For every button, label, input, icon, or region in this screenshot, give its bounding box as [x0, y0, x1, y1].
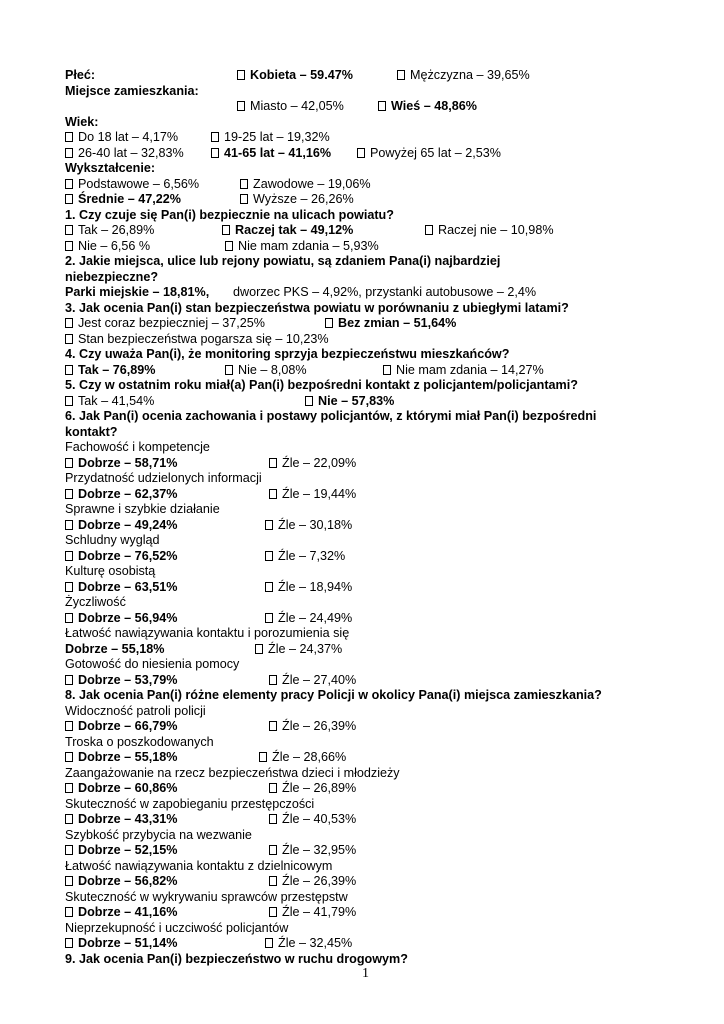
option-label: Źle – 32,45% [278, 936, 353, 950]
option-label: Łatwość nawiązywania kontaktu i porozumienia się [65, 626, 350, 640]
checkbox-icon [211, 148, 219, 158]
option-label: Zaangażowanie na rzecz bezpieczeństwa dzieci i młodzieży [65, 765, 400, 780]
answer-option [383, 363, 544, 379]
text-line [65, 378, 665, 394]
checkbox-icon [269, 876, 277, 886]
option-label: Źle – 40,53% [282, 812, 357, 826]
option-label: 19-25 lat – 19,32% [224, 130, 330, 144]
text-line [65, 828, 665, 844]
text-line [65, 316, 665, 332]
checkbox-icon [65, 675, 73, 685]
text-segment [65, 301, 569, 317]
text-line [65, 533, 665, 549]
answer-option [269, 905, 356, 921]
text-line [65, 161, 665, 177]
option-label: Skuteczność w wykrywaniu sprawców przestępstw [65, 889, 348, 904]
option-label: Dobrze – 43,31% [78, 812, 178, 826]
option-label: Średnie – 47,22% [78, 192, 181, 206]
option-label: Miejsce zamieszkania: [65, 83, 199, 98]
answer-option [305, 394, 394, 410]
option-label: Dobrze – 60,86% [78, 781, 178, 795]
checkbox-icon [269, 783, 277, 793]
text-segment [65, 704, 206, 720]
answer-option [65, 239, 150, 255]
checkbox-icon [65, 907, 73, 917]
checkbox-icon [65, 876, 73, 886]
checkbox-icon [383, 365, 391, 375]
checkbox-icon [65, 458, 73, 468]
text-segment [65, 161, 155, 177]
answer-option [255, 642, 342, 658]
checkbox-icon [378, 101, 386, 111]
checkbox-icon [240, 194, 248, 204]
option-label: Fachowość i kompetencje [65, 440, 210, 454]
option-label: Tak – 76,89% [78, 362, 156, 377]
text-segment [65, 471, 262, 487]
option-label: 8. Jak ocenia Pan(i) różne elementy pracy Policji w okolicy Pana(i) miejsca zamieszkania? [65, 688, 602, 702]
checkbox-icon [265, 582, 273, 592]
text-segment [65, 564, 155, 580]
checkbox-icon [65, 132, 73, 142]
text-line [65, 68, 665, 84]
checkbox-icon [65, 814, 73, 824]
option-label: 6. Jak Pan(i) ocenia zachowania i postawy policjantów, z którymi miał Pan(i) bezpośredni [65, 409, 597, 423]
checkbox-icon [265, 520, 273, 530]
text-line [65, 471, 665, 487]
option-label: Dobrze – 52,15% [78, 843, 178, 857]
answer-option [65, 394, 154, 410]
answer-option [211, 146, 331, 162]
option-label: Skuteczność w zapobieganiu przestępczości [65, 796, 315, 811]
answer-option [225, 239, 379, 255]
option-label: 3. Jak ocenia Pan(i) stan bezpieczeństwa powiatu w porównaniu z ubiegłymi latami? [65, 300, 569, 315]
option-label: kontakt? [65, 424, 118, 439]
option-label: Źle – 30,18% [278, 517, 353, 532]
text-line [65, 347, 665, 363]
checkbox-icon [269, 907, 277, 917]
answer-option [265, 580, 352, 596]
text-line [65, 673, 665, 689]
text-segment [65, 626, 349, 642]
checkbox-icon [305, 396, 313, 406]
checkbox-icon [225, 365, 233, 375]
answer-option [65, 363, 155, 379]
option-label: Nie mam zdania – 14,27% [396, 362, 544, 377]
checkbox-icon [65, 225, 73, 235]
answer-option [397, 68, 530, 84]
option-label: Płeć: [65, 68, 96, 82]
checkbox-icon [259, 752, 267, 762]
answer-option [357, 146, 501, 162]
checkbox-icon [265, 613, 273, 623]
option-label: Podstawowe – 6,56% [78, 176, 200, 191]
option-label: Dobrze – 51,14% [78, 936, 178, 950]
checkbox-icon [265, 938, 273, 948]
answer-option [265, 549, 345, 565]
option-label: Źle – 24,49% [278, 610, 353, 625]
text-line [65, 270, 665, 286]
answer-option [65, 177, 199, 193]
option-label: Powyżej 65 lat – 2,53% [370, 145, 501, 160]
text-segment [65, 425, 117, 441]
text-line [65, 595, 665, 611]
option-label: Nie mam zdania – 5,93% [238, 238, 379, 253]
checkbox-icon [65, 520, 73, 530]
checkbox-icon [65, 334, 73, 344]
text-line [65, 518, 665, 534]
text-line [65, 719, 665, 735]
answer-option [211, 130, 330, 146]
text-segment [65, 254, 500, 270]
text-line [65, 456, 665, 472]
document-page [65, 68, 665, 967]
option-label: Nieprzekupność i uczciwość policjantów [65, 920, 289, 935]
option-label: Dobrze – 56,94% [78, 610, 178, 625]
text-segment [65, 347, 509, 363]
option-label: 9. Jak ocenia Pan(i) bezpieczeństwo w ruchu drogowym? [65, 951, 408, 966]
option-label: Źle – 19,44% [282, 486, 357, 501]
checkbox-icon [65, 752, 73, 762]
answer-option [325, 316, 456, 332]
checkbox-icon [425, 225, 433, 235]
text-line [65, 409, 665, 425]
checkbox-icon [65, 365, 73, 375]
text-segment [65, 208, 394, 224]
answer-option [269, 487, 356, 503]
text-segment [65, 688, 602, 704]
option-label: Bez zmian – 51,64% [338, 316, 457, 330]
checkbox-icon [397, 70, 405, 80]
checkbox-icon [237, 101, 245, 111]
answer-option [65, 781, 177, 797]
answer-option [222, 223, 353, 239]
option-label: Dobrze – 53,79% [78, 672, 178, 687]
text-segment [65, 657, 239, 673]
checkbox-icon [211, 132, 219, 142]
text-segment [65, 533, 160, 549]
option-label: Gotowość do niesienia pomocy [65, 657, 240, 671]
option-label: Zawodowe – 19,06% [253, 176, 371, 191]
option-label: Źle – 41,79% [282, 905, 357, 919]
text-line [65, 285, 665, 301]
text-line [65, 812, 665, 828]
option-label: Dobrze – 62,37% [78, 486, 178, 501]
checkbox-icon [65, 938, 73, 948]
text-segment [65, 68, 95, 84]
option-label: Dobrze – 55,18% [65, 641, 165, 656]
option-label: Tak – 41,54% [78, 393, 155, 408]
answer-option [65, 130, 178, 146]
option-label: Dobrze – 49,24% [78, 517, 178, 532]
answer-option [65, 936, 177, 952]
checkbox-icon [269, 489, 277, 499]
checkbox-icon [65, 845, 73, 855]
text-line [65, 905, 665, 921]
text-line [65, 766, 665, 782]
option-label: Dobrze – 56,82% [78, 874, 178, 888]
text-line [65, 425, 665, 441]
option-label: Źle – 27,40% [282, 672, 357, 687]
checkbox-icon [65, 551, 73, 561]
answer-option [265, 936, 352, 952]
text-line [65, 239, 665, 255]
text-segment [65, 797, 314, 813]
checkbox-icon [65, 318, 73, 328]
answer-option [65, 580, 177, 596]
option-label: Źle – 28,66% [272, 750, 347, 764]
option-label: 4. Czy uważa Pan(i), że monitoring sprzyja bezpieczeństwu mieszkańców? [65, 347, 510, 361]
option-label: Źle – 26,39% [282, 874, 357, 888]
option-label: Źle – 26,39% [282, 719, 357, 733]
answer-option [65, 750, 177, 766]
option-label: Nie – 8,08% [238, 362, 307, 377]
checkbox-icon [269, 845, 277, 855]
option-label: 41-65 lat – 41,16% [224, 145, 332, 160]
checkbox-icon [65, 396, 73, 406]
checkbox-icon [265, 551, 273, 561]
option-label: Dobrze – 76,52% [78, 548, 178, 563]
option-label: Raczej tak – 49,12% [235, 223, 354, 237]
option-label: 26-40 lat – 32,83% [78, 145, 184, 160]
answer-option [225, 363, 307, 379]
answer-option [65, 316, 265, 332]
option-label: Nie – 57,83% [318, 393, 395, 408]
checkbox-icon [65, 148, 73, 158]
text-line [65, 564, 665, 580]
checkbox-icon [65, 613, 73, 623]
answer-option [259, 750, 346, 766]
option-label: niebezpieczne? [65, 269, 159, 284]
option-label: Tak – 26,89% [78, 223, 155, 237]
text-line [65, 890, 665, 906]
text-segment [65, 859, 332, 875]
text-line [65, 626, 665, 642]
answer-option [65, 905, 177, 921]
option-label: Kulturę osobistą [65, 564, 156, 578]
option-label: Dobrze – 66,79% [78, 719, 178, 733]
answer-option [237, 68, 353, 84]
answer-option [65, 549, 177, 565]
checkbox-icon [65, 721, 73, 731]
option-label: Wiek: [65, 114, 99, 129]
text-line [65, 843, 665, 859]
text-line [65, 115, 665, 131]
option-label: Jest coraz bezpieczniej – 37,25% [78, 316, 265, 330]
answer-option [65, 192, 181, 208]
text-line [65, 301, 665, 317]
text-line [65, 688, 665, 704]
answer-option [65, 223, 154, 239]
checkbox-icon [237, 70, 245, 80]
checkbox-icon [269, 721, 277, 731]
checkbox-icon [225, 241, 233, 251]
text-line [65, 394, 665, 410]
answer-option [65, 611, 177, 627]
option-label: Do 18 lat – 4,17% [78, 130, 179, 144]
answer-option [265, 611, 352, 627]
text-line [65, 549, 665, 565]
text-line [65, 84, 665, 100]
option-label: Łatwość nawiązywania kontaktu z dzielnicowym [65, 858, 333, 873]
text-segment [65, 642, 164, 658]
option-label: Źle – 22,09% [282, 455, 357, 470]
text-line [65, 192, 665, 208]
text-line [65, 363, 665, 379]
option-label: Źle – 18,94% [278, 579, 353, 594]
checkbox-icon [357, 148, 365, 158]
answer-option [65, 874, 177, 890]
text-line [65, 146, 665, 162]
text-segment [65, 595, 126, 611]
option-label: Widoczność patroli policji [65, 703, 206, 718]
answer-option [269, 812, 356, 828]
answer-option [65, 673, 177, 689]
text-line [65, 611, 665, 627]
answer-option [425, 223, 554, 239]
page-number: 1 [362, 966, 369, 981]
checkbox-icon [65, 194, 73, 204]
text-line [65, 735, 665, 751]
answer-option [65, 812, 177, 828]
option-label: Źle – 32,95% [282, 843, 357, 857]
option-label: Schludny wygląd [65, 533, 160, 547]
text-segment [65, 828, 252, 844]
text-segment [65, 84, 199, 100]
option-label: dworzec PKS – 4,92%, przystanki autobusowe – 2,4% [233, 285, 537, 299]
text-line [65, 208, 665, 224]
option-label: Życzliwość [65, 595, 126, 609]
checkbox-icon [65, 783, 73, 793]
answer-option [237, 99, 344, 115]
option-label: Źle – 24,37% [268, 641, 343, 656]
text-line [65, 750, 665, 766]
answer-option [269, 874, 356, 890]
option-label: Miasto – 42,05% [250, 99, 344, 113]
answer-option [65, 518, 177, 534]
option-label: Szybkość przybycia na wezwanie [65, 827, 252, 842]
checkbox-icon [269, 675, 277, 685]
option-label: 5. Czy w ostatnim roku miał(a) Pan(i) bezpośredni kontakt z policjantem/policjantami? [65, 378, 578, 392]
text-line [65, 859, 665, 875]
checkbox-icon [65, 179, 73, 189]
text-line [65, 642, 665, 658]
checkbox-icon [255, 644, 263, 654]
option-label: Źle – 26,89% [282, 781, 357, 795]
option-label: 1. Czy czuje się Pan(i) bezpiecznie na ulicach powiatu? [65, 207, 394, 222]
text-segment [65, 270, 158, 286]
text-segment [65, 378, 578, 394]
checkbox-icon [222, 225, 230, 235]
option-label: Źle – 7,32% [278, 548, 346, 563]
option-label: Dobrze – 55,18% [78, 750, 178, 764]
text-line [65, 332, 665, 348]
answer-option [65, 332, 329, 348]
text-segment [65, 115, 98, 131]
option-label: Dobrze – 63,51% [78, 579, 178, 594]
text-line [65, 223, 665, 239]
text-line [65, 177, 665, 193]
checkbox-icon [65, 582, 73, 592]
text-segment [65, 766, 400, 782]
option-label: Troska o poszkodowanych [65, 734, 214, 749]
option-label: Wieś – 48,86% [391, 99, 477, 113]
option-label: Raczej nie – 10,98% [438, 223, 554, 237]
answer-option [65, 719, 177, 735]
checkbox-icon [240, 179, 248, 189]
option-label: Sprawne i szybkie działanie [65, 502, 220, 516]
answer-option [378, 99, 477, 115]
checkbox-icon [65, 241, 73, 251]
text-segment [65, 890, 348, 906]
text-line [65, 921, 665, 937]
text-segment [233, 285, 536, 301]
text-line [65, 657, 665, 673]
answer-option [269, 719, 356, 735]
checkbox-icon [65, 489, 73, 499]
text-line [65, 936, 665, 952]
answer-option [269, 456, 356, 472]
answer-option [240, 177, 371, 193]
text-segment [65, 440, 210, 456]
text-segment [65, 502, 220, 518]
option-label: 2. Jakie miejsca, ulice lub rejony powiatu, są zdaniem Pana(i) najbardziej [65, 254, 501, 268]
checkbox-icon [269, 814, 277, 824]
text-line [65, 99, 665, 115]
answer-option [269, 843, 356, 859]
answer-option [269, 673, 356, 689]
answer-option [65, 843, 177, 859]
answer-option [240, 192, 354, 208]
text-line [65, 254, 665, 270]
option-label: Stan bezpieczeństwa pogarsza się – 10,23% [78, 331, 329, 346]
text-line [65, 952, 665, 968]
checkbox-icon [325, 318, 333, 328]
option-label: Wykształcenie: [65, 161, 156, 175]
text-segment [65, 735, 214, 751]
text-segment [65, 409, 596, 425]
text-line [65, 502, 665, 518]
answer-option [265, 518, 352, 534]
checkbox-icon [269, 458, 277, 468]
option-label: Parki miejskie – 18,81%, [65, 285, 210, 299]
answer-option [65, 146, 184, 162]
option-label: Nie – 6,56 % [78, 238, 151, 253]
text-line [65, 704, 665, 720]
text-segment [65, 952, 408, 968]
answer-option [269, 781, 356, 797]
option-label: Dobrze – 58,71% [78, 455, 178, 470]
answer-option [65, 487, 177, 503]
text-line [65, 580, 665, 596]
option-label: Przydatność udzielonych informacji [65, 471, 262, 485]
text-segment [65, 285, 209, 301]
text-line [65, 797, 665, 813]
answer-option [65, 456, 177, 472]
text-line [65, 440, 665, 456]
text-line [65, 130, 665, 146]
option-label: Wyższe – 26,26% [253, 192, 354, 206]
option-label: Kobieta – 59.47% [250, 68, 353, 82]
option-label: Dobrze – 41,16% [78, 905, 178, 919]
text-line [65, 874, 665, 890]
text-line [65, 487, 665, 503]
option-label: Mężczyzna – 39,65% [410, 68, 530, 82]
text-line [65, 781, 665, 797]
text-segment [65, 921, 288, 937]
